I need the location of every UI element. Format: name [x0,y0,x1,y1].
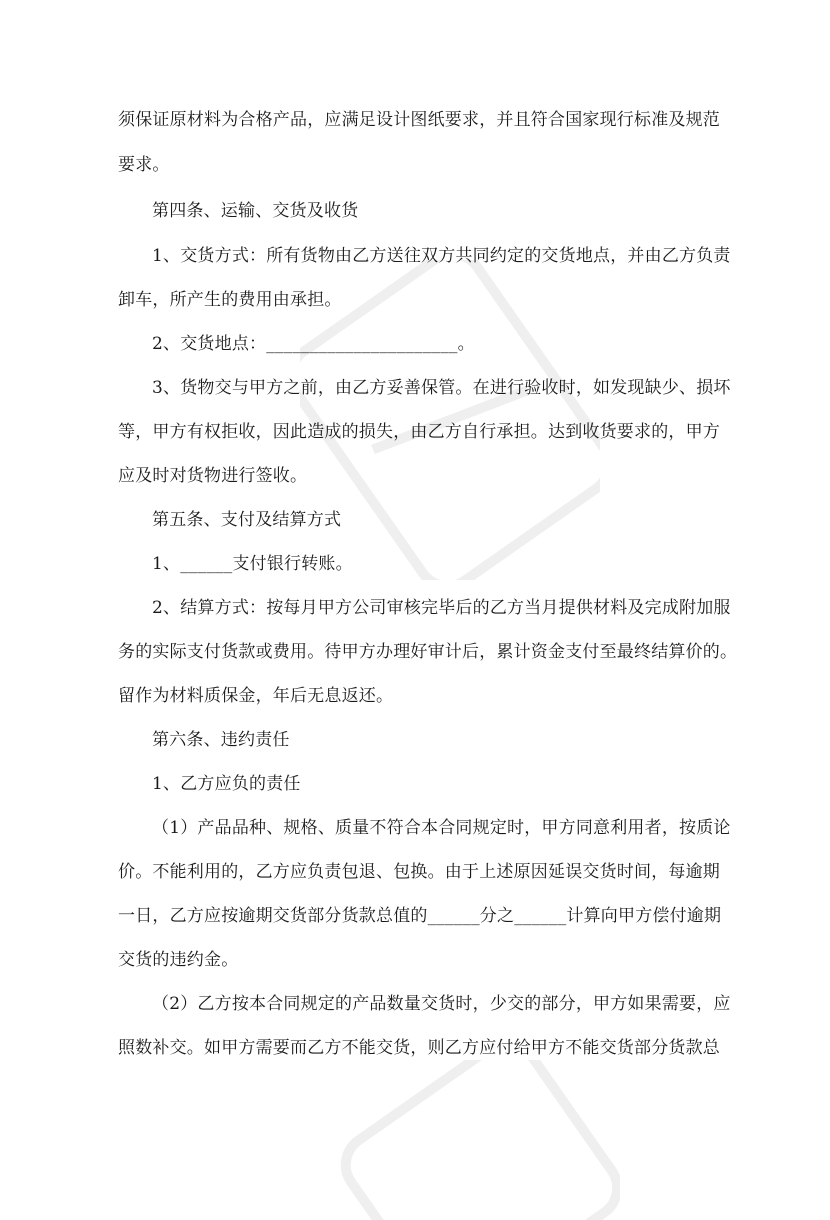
text-line-18: 价。不能利用的，乙方应负责包退、包换。由于上述原因延误交货时间，每逾期 [118,862,720,882]
text-line-20: 交货的违约金。 [118,950,239,970]
text-line-11: 1、______支付银行转账。 [152,554,353,574]
watermark-graphic-bottom [320,1060,620,1220]
section-heading-5: 第五条、支付及结算方式 [152,510,342,530]
text-line-2: 要求。 [118,155,170,175]
text-line-14: 留作为材料质保金，年后无息返还。 [118,686,394,706]
watermark-graphic [300,260,600,580]
text-line-1: 须保证原材料为合格产品，应满足设计图纸要求，并且符合国家现行标准及规范 [118,110,720,130]
text-line-4: 1、交货方式：所有货物由乙方送往双方共同约定的交货地点，并由乙方负责 [152,246,731,266]
text-line-12: 2、结算方式：按每月甲方公司审核完毕后的乙方当月提供材料及完成附加服 [152,598,731,618]
text-line-22: 照数补交。如甲方需要而乙方不能交货，则乙方应付给甲方不能交货部分货款总 [118,1038,720,1058]
text-line-19: 一日，乙方应按逾期交货部分货款总值的______分之______计算向甲方偿付逾期 [118,906,722,926]
text-line-21: （2）乙方按本合同规定的产品数量交货时，少交的部分，甲方如果需要，应 [152,994,731,1014]
text-line-6: 2、交货地点：______________________。 [152,334,475,354]
section-heading-4: 第四条、运输、交货及收货 [152,201,359,221]
text-line-5: 卸车，所产生的费用由承担。 [118,290,342,310]
text-line-13: 务的实际支付货款或费用。待甲方办理好审计后，累计资金支付至最终结算价的。 [118,642,738,662]
text-line-17: （1）产品品种、规格、质量不符合本合同规定时，甲方同意利用者，按质论 [152,818,731,838]
text-line-7: 3、货物交与甲方之前，由乙方妥善保管。在进行验收时，如发现缺少、损坏 [152,378,731,398]
text-line-9: 应及时对货物进行签收。 [118,466,308,486]
text-line-8: 等，甲方有权拒收，因此造成的损失，由乙方自行承担。达到收货要求的，甲方 [118,422,720,442]
section-heading-6: 第六条、违约责任 [152,730,290,750]
text-line-16: 1、乙方应负的责任 [152,774,301,794]
